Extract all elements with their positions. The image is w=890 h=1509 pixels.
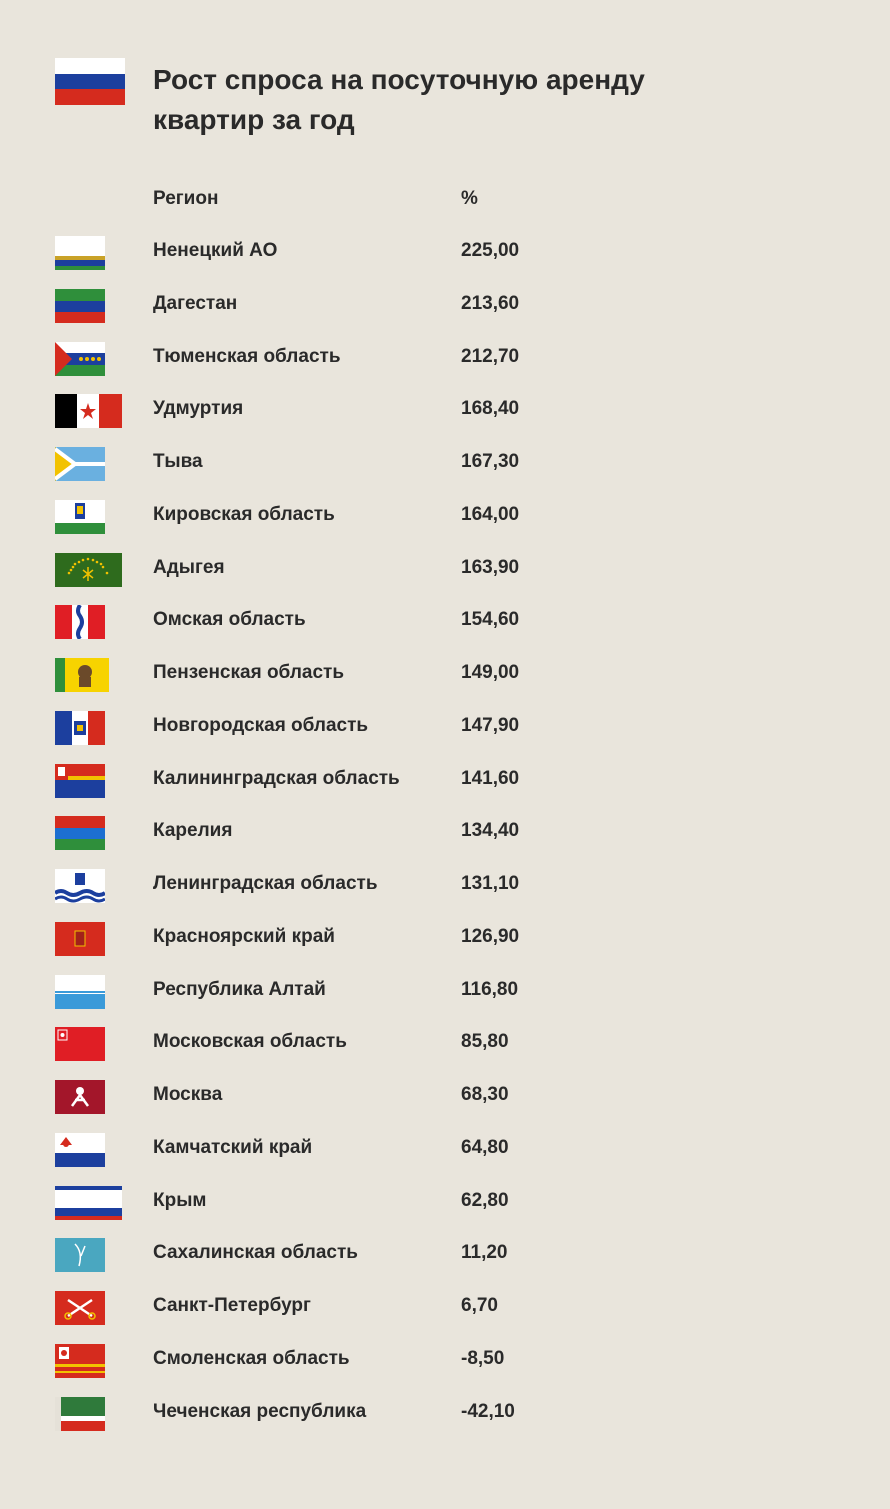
percent-value: 85,80 — [461, 1031, 509, 1053]
table-row — [0, 333, 890, 385]
percent-value: 225,00 — [461, 240, 520, 261]
region-name: Красноярский край — [153, 925, 335, 947]
nenets-flag-icon — [55, 236, 105, 270]
table-row — [0, 596, 890, 648]
percent-value: 126,90 — [461, 925, 520, 947]
tuva-flag-icon — [55, 447, 105, 481]
region-name: Ленинградская область — [153, 873, 378, 894]
novgorod-flag-icon — [55, 711, 105, 745]
table-row — [0, 860, 890, 912]
region-name: Тюменская область — [153, 345, 341, 367]
region-name: Московская область — [153, 1031, 347, 1053]
percent-value: -8,50 — [461, 1347, 505, 1369]
region-name: Крым — [153, 1189, 207, 1211]
table-row — [0, 438, 890, 490]
moscow-flag-icon — [55, 1080, 105, 1114]
percent-value: 62,80 — [461, 1189, 509, 1211]
dagestan-flag-icon — [55, 289, 105, 323]
table-row — [0, 702, 890, 754]
kamchatka-flag-icon — [55, 1133, 105, 1167]
percent-value: 147,90 — [461, 714, 520, 736]
region-name: Удмуртия — [153, 398, 244, 420]
region-name: Адыгея — [153, 556, 225, 578]
percent-value: 6,70 — [461, 1295, 498, 1316]
percent-value: -42,10 — [461, 1400, 515, 1422]
percent-value: 149,00 — [461, 662, 520, 683]
table-row — [0, 1335, 890, 1387]
percent-value: 116,80 — [461, 978, 519, 1000]
region-name: Республика Алтай — [153, 978, 326, 1000]
region-name: Калининградская область — [153, 767, 400, 789]
table-row — [0, 227, 890, 279]
percent-value: 131,10 — [461, 873, 520, 894]
table-row — [0, 649, 890, 701]
krasnoyarsk-flag-icon — [55, 922, 105, 956]
percent-value: 163,90 — [461, 556, 520, 578]
title-line-1: Рост спроса на посуточную аренду — [153, 64, 645, 95]
region-name: Омская область — [153, 609, 306, 631]
region-name: Чеченская республика — [153, 1400, 367, 1422]
region-name: Тыва — [153, 451, 203, 472]
kaliningrad-flag-icon — [55, 764, 105, 798]
table-row — [0, 966, 890, 1018]
region-name: Сахалинская область — [153, 1242, 358, 1264]
tyumen-flag-icon — [55, 342, 105, 376]
moscow-oblast-flag-icon — [55, 1027, 105, 1061]
chechnya-flag-icon — [55, 1397, 105, 1431]
percent-value: 134,40 — [461, 820, 520, 842]
leningrad-flag-icon — [55, 869, 105, 903]
table-row — [0, 913, 890, 965]
region-name: Новгородская область — [153, 714, 369, 736]
altai-flag-icon — [55, 975, 105, 1009]
region-name: Ненецкий АО — [153, 240, 278, 261]
column-header-region: Регион — [153, 188, 219, 209]
percent-value: 154,60 — [461, 609, 520, 631]
percent-value: 213,60 — [461, 292, 520, 314]
table-row — [0, 491, 890, 543]
percent-value: 168,40 — [461, 398, 520, 420]
omsk-flag-icon — [55, 605, 105, 639]
penza-flag-icon — [55, 658, 109, 692]
udmurtia-flag-icon — [55, 394, 122, 428]
percent-value: 11,20 — [461, 1242, 508, 1264]
region-name: Дагестан — [153, 292, 238, 314]
table-row — [0, 280, 890, 332]
table-row — [0, 807, 890, 859]
saint-petersburg-flag-icon — [55, 1291, 105, 1325]
percent-value: 64,80 — [461, 1136, 509, 1158]
percent-value: 212,70 — [461, 345, 520, 367]
smolensk-flag-icon — [55, 1344, 105, 1378]
sakhalin-flag-icon — [55, 1238, 105, 1272]
region-name: Смоленская область — [153, 1347, 350, 1369]
table-row — [0, 1124, 890, 1176]
region-name: Санкт-Петербург — [153, 1295, 311, 1316]
region-name: Камчатский край — [153, 1136, 313, 1158]
kirov-flag-icon — [55, 500, 105, 534]
table-row — [0, 1177, 890, 1229]
percent-value: 141,60 — [461, 767, 520, 789]
region-name: Карелия — [153, 820, 233, 842]
table-row — [0, 1282, 890, 1334]
title-line-2: квартир за год — [153, 104, 355, 135]
table-row — [0, 1229, 890, 1281]
column-header-percent: % — [461, 188, 478, 209]
karelia-flag-icon — [55, 816, 105, 850]
percent-value: 68,30 — [461, 1084, 509, 1105]
adygea-flag-icon — [55, 553, 122, 587]
region-name: Москва — [153, 1084, 223, 1105]
table-row — [0, 1388, 890, 1440]
table-row — [0, 755, 890, 807]
percent-value: 167,30 — [461, 451, 520, 472]
table-row — [0, 1018, 890, 1070]
percent-value: 164,00 — [461, 503, 520, 525]
crimea-flag-icon — [55, 1186, 122, 1220]
table-row — [0, 544, 890, 596]
region-name: Кировская область — [153, 503, 335, 525]
table-row — [0, 385, 890, 437]
region-name: Пензенская область — [153, 662, 345, 683]
table-row — [0, 1071, 890, 1123]
